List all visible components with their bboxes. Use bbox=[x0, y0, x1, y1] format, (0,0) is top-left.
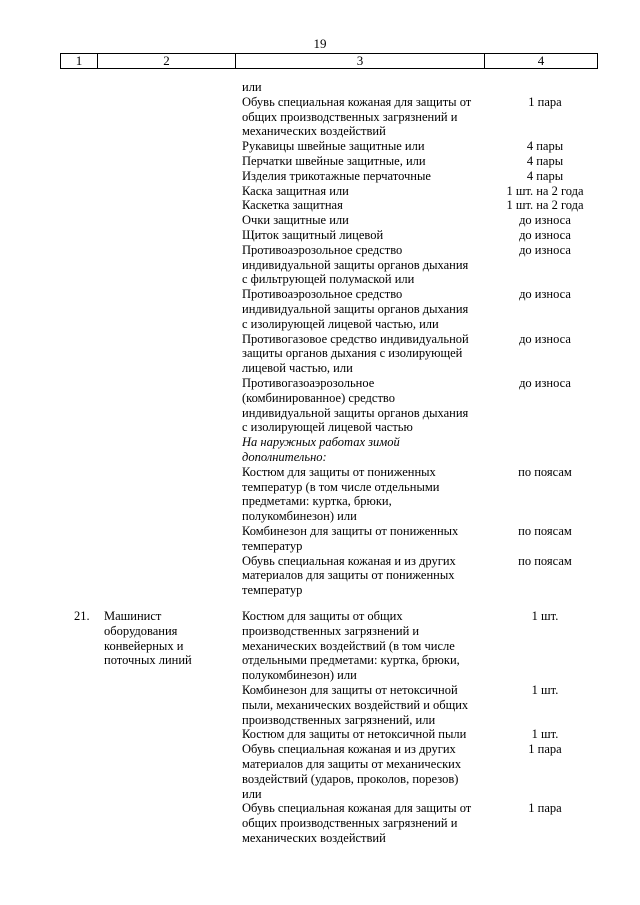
item-description bbox=[242, 465, 492, 524]
item-description-line: Каскетка защитная bbox=[242, 198, 343, 213]
item-quantity: по поясам bbox=[518, 464, 572, 479]
item-description-line: или bbox=[242, 786, 262, 801]
item-description-line: воздействий (ударов, проколов, порезов) bbox=[242, 771, 459, 786]
item-description bbox=[242, 80, 492, 95]
item-description bbox=[242, 376, 492, 435]
item-description bbox=[242, 801, 492, 845]
column-header-table bbox=[60, 53, 598, 69]
item-quantity: 1 пара bbox=[528, 94, 562, 109]
item-description-line: Противоаэрозольное средство bbox=[242, 242, 403, 257]
item-quantity: 4 пары bbox=[526, 168, 564, 183]
item-description-line: Комбинезон для защиты от пониженных bbox=[242, 524, 459, 538]
column-header-4: 4 bbox=[485, 54, 598, 69]
item-description-line: Обувь специальная кожаная для защиты от bbox=[242, 94, 472, 109]
item-quantity: до износа bbox=[519, 213, 571, 228]
item-quantity: 1 пара bbox=[528, 801, 562, 816]
item-quantity: до износа bbox=[519, 331, 571, 346]
item-description-line: дополнительно: bbox=[242, 449, 327, 464]
item-description-line: производственных загрязнений и bbox=[242, 623, 420, 638]
item-quantity: 1 пара bbox=[528, 742, 562, 757]
item-description-line: с изолирующей лицевой частью, или bbox=[242, 316, 439, 331]
item-description-line: температур (в том числе отдельными bbox=[242, 479, 440, 494]
item-description-line: На наружных работах зимой bbox=[242, 435, 400, 450]
item-description bbox=[242, 554, 492, 598]
item-description-line: механических воздействий bbox=[242, 124, 386, 139]
item-description-line: индивидуальной защиты органов дыхания bbox=[242, 257, 469, 272]
position-title-line: Машинист bbox=[104, 609, 162, 623]
item-quantity: 4 пары bbox=[526, 139, 564, 154]
item-description bbox=[242, 435, 492, 465]
item-quantity: 4 пары bbox=[526, 154, 564, 168]
item-description-line: Изделия трикотажные перчаточные bbox=[242, 168, 431, 183]
item-description-line: пыли, механических воздействий и общих bbox=[242, 697, 469, 712]
item-description-line: Рукавицы швейные защитные или bbox=[242, 139, 425, 154]
entry-number: 21. bbox=[74, 609, 90, 623]
item-description-line: общих производственных загрязнений и bbox=[242, 109, 458, 124]
item-description bbox=[242, 332, 492, 376]
item-description bbox=[242, 609, 492, 683]
column-header-1: 1 bbox=[61, 54, 98, 69]
item-quantity: 1 шт. bbox=[531, 609, 559, 623]
column-header-2: 2 bbox=[98, 54, 236, 69]
item-description-line: защиты органов дыхания с изолирующей bbox=[242, 346, 463, 361]
item-quantity: по поясам bbox=[518, 553, 572, 568]
item-description bbox=[242, 683, 492, 727]
item-description-line: материалов для защиты от пониженных bbox=[242, 568, 455, 583]
item-quantity: до износа bbox=[519, 376, 571, 390]
item-description bbox=[242, 95, 492, 139]
item-description bbox=[242, 742, 492, 801]
item-description bbox=[242, 287, 492, 331]
item-description bbox=[242, 228, 492, 243]
item-description-line: температур bbox=[242, 538, 303, 553]
position-title-line: конвейерных и bbox=[104, 638, 184, 653]
item-description-line: индивидуальной защиты органов дыхания bbox=[242, 405, 469, 420]
position-title bbox=[104, 609, 234, 668]
item-description-line: (комбинированное) средство bbox=[242, 390, 395, 405]
item-description-line: производственных загрязнений, или bbox=[242, 712, 436, 727]
item-description-line: Щиток защитный лицевой bbox=[242, 228, 384, 242]
item-description-line: полукомбинезон) или bbox=[242, 668, 357, 683]
item-description-line: Очки защитные или bbox=[242, 213, 349, 228]
item-quantity: 1 шт. bbox=[531, 727, 559, 742]
item-quantity: 1 шт. на 2 года bbox=[506, 183, 584, 198]
item-description bbox=[242, 727, 492, 742]
item-description-line: механических воздействий (в том числе bbox=[242, 638, 455, 653]
item-description bbox=[242, 243, 492, 287]
item-description bbox=[242, 213, 492, 228]
item-description-line: индивидуальной защиты органов дыхания bbox=[242, 301, 469, 316]
item-description-line: Перчатки швейные защитные, или bbox=[242, 154, 426, 168]
item-description-line: Каска защитная или bbox=[242, 183, 349, 198]
item-description-line: Обувь специальная кожаная и из других bbox=[242, 553, 456, 568]
item-description-line: общих производственных загрязнений и bbox=[242, 816, 458, 831]
item-description-line: материалов для защиты от механических bbox=[242, 756, 462, 771]
item-quantity: 1 шт. на 2 года bbox=[506, 198, 584, 213]
item-description-line: с фильтрующей полумаской или bbox=[242, 272, 415, 287]
item-description bbox=[242, 198, 492, 213]
item-description-line: Противогазовое средство индивидуальной bbox=[242, 331, 469, 346]
item-quantity: 1 шт. bbox=[531, 683, 559, 697]
item-description-line: механических воздействий bbox=[242, 830, 386, 845]
page-number: 19 bbox=[313, 36, 327, 51]
item-quantity: до износа bbox=[519, 287, 571, 302]
item-description-line: Противоаэрозольное средство bbox=[242, 287, 403, 302]
position-title-line: оборудования bbox=[104, 623, 178, 638]
item-quantity: до износа bbox=[519, 228, 571, 242]
column-header-3: 3 bbox=[236, 54, 485, 69]
item-description-line: Комбинезон для защиты от нетоксичной bbox=[242, 683, 458, 697]
item-description bbox=[242, 184, 492, 199]
position-title-line: поточных линий bbox=[104, 653, 192, 668]
item-description-line: отдельными предметами: куртка, брюки, bbox=[242, 653, 460, 668]
item-description bbox=[242, 154, 492, 169]
item-description-line: полукомбинезон) или bbox=[242, 509, 357, 524]
item-quantity: по поясам bbox=[518, 524, 572, 538]
item-description bbox=[242, 169, 492, 184]
item-description-line: Обувь специальная кожаная и из других bbox=[242, 742, 456, 757]
item-description-line: температур bbox=[242, 583, 303, 598]
item-quantity: до износа bbox=[519, 242, 571, 257]
item-description-line: с изолирующей лицевой частью bbox=[242, 420, 413, 435]
item-description-line: Противогазоаэрозольное bbox=[242, 376, 375, 390]
item-description-line: Костюм для защиты от нетоксичной пыли bbox=[242, 727, 467, 742]
item-description bbox=[242, 139, 492, 154]
item-description-line: предметами: куртка, брюки, bbox=[242, 494, 392, 509]
item-description-line: или bbox=[242, 80, 262, 94]
item-description-line: Костюм для защиты от общих bbox=[242, 609, 403, 623]
item-description-line: Костюм для защиты от пониженных bbox=[242, 464, 436, 479]
item-description-line: Обувь специальная кожаная для защиты от bbox=[242, 801, 472, 816]
item-description bbox=[242, 524, 492, 554]
item-description-line: лицевой частью, или bbox=[242, 361, 353, 376]
